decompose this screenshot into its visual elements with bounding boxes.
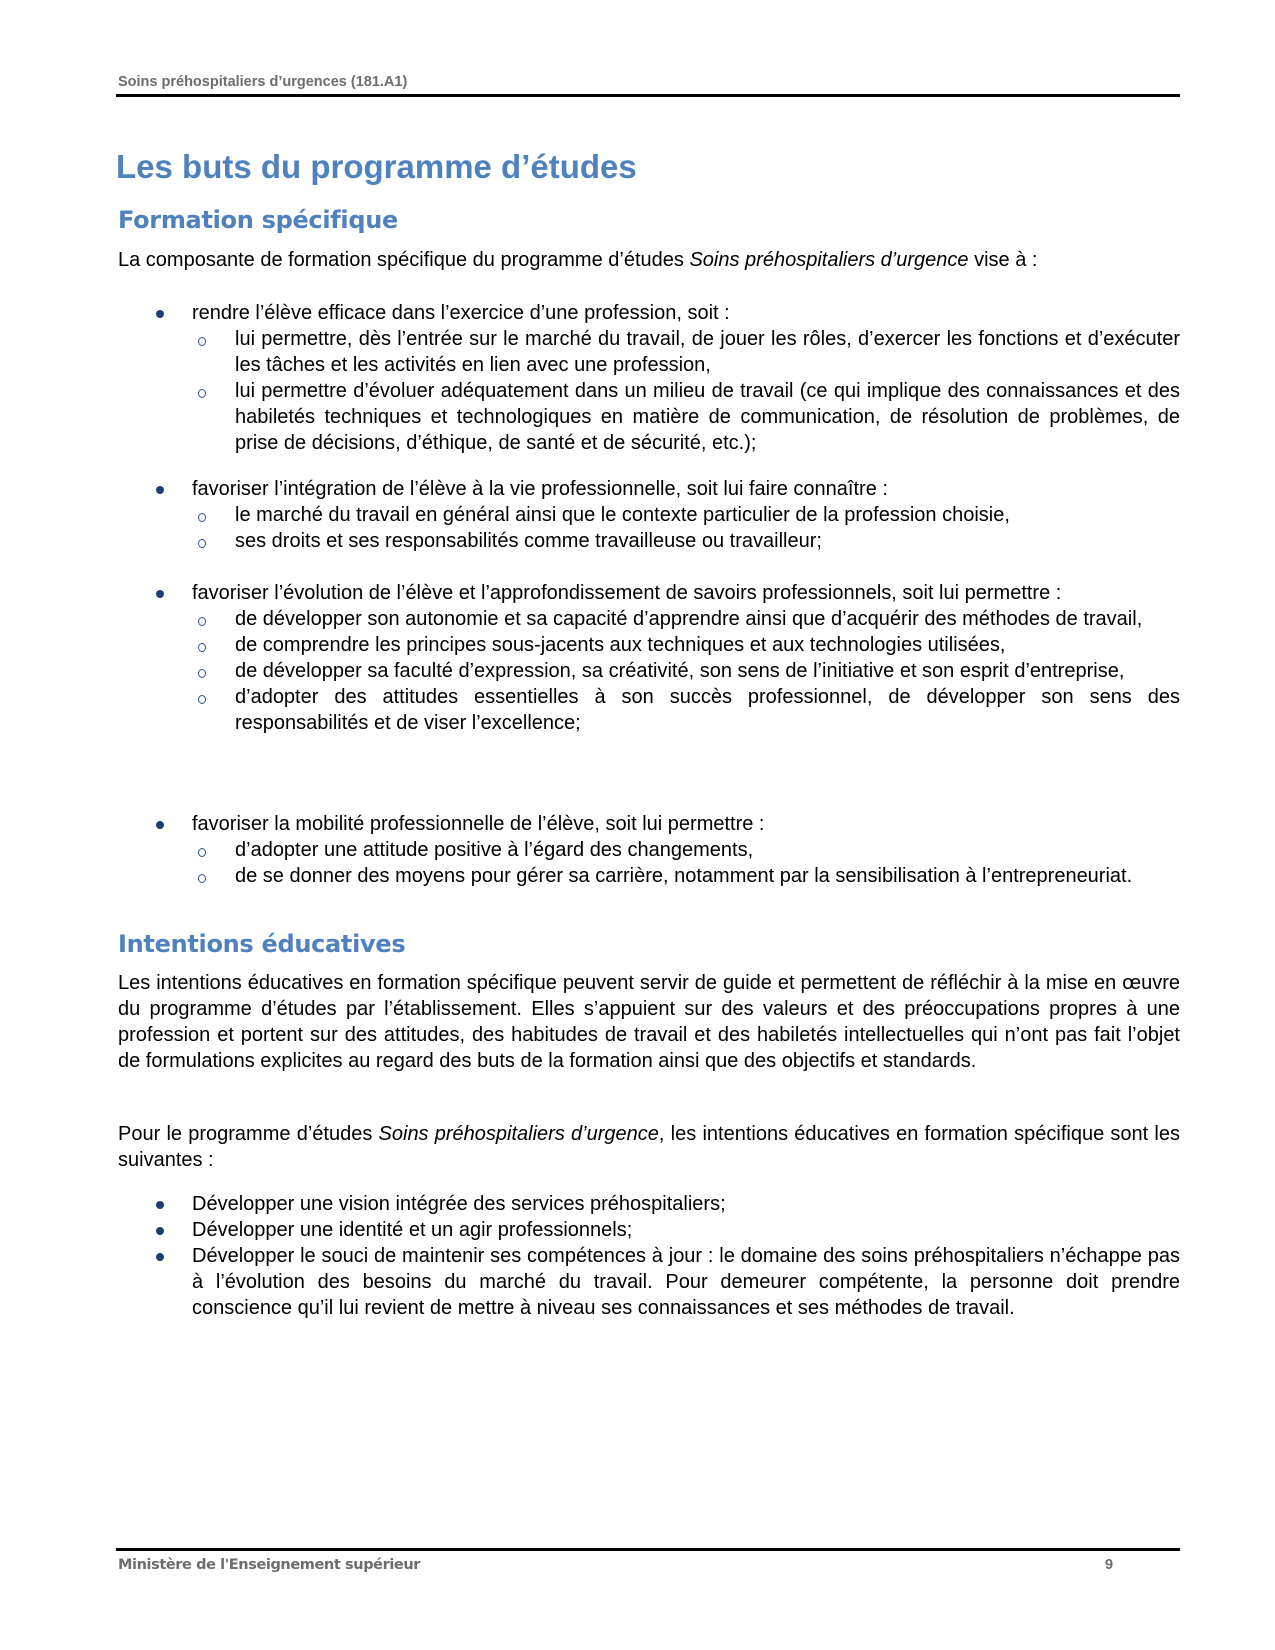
goal-item	[118, 811, 1180, 889]
para-text-end: , les intentions éducatives en formation spécifique sont les suivantes :	[118, 1123, 1180, 1171]
sub-goal-list	[192, 502, 1180, 554]
intention-item	[118, 1217, 1180, 1243]
footer-publisher: Ministère de l'Enseignement supérieur	[118, 1557, 421, 1573]
section-heading-formation: Formation spécifique	[118, 206, 398, 234]
circle-bullet-icon	[198, 539, 206, 548]
bullet-icon	[156, 821, 164, 829]
section-heading-intentions: Intentions éducatives	[118, 930, 406, 958]
circle-bullet-icon	[198, 643, 206, 652]
goal-item	[118, 300, 1180, 456]
circle-bullet-icon	[198, 848, 206, 857]
sub-goal-text: de comprendre les principes sous-jacents aux techniques et aux technologies utilisées,	[235, 634, 1006, 656]
sub-goal-item	[192, 684, 1180, 736]
sub-goal-text: d’adopter une attitude positive à l’égard des changements,	[235, 839, 754, 861]
sub-goal-text: le marché du travail en général ainsi que le contexte particulier de la profession choisie,	[235, 504, 1010, 526]
circle-bullet-icon	[198, 617, 206, 626]
program-name: Soins préhospitaliers d’urgence	[378, 1123, 659, 1145]
program-name: Soins préhospitaliers d’urgence	[689, 249, 969, 271]
sub-goal-text: lui permettre, dès l’entrée sur le marché du travail, de jouer les rôles, d’exercer les fonctions et d’exécuter les tâches et les activités en lien avec une profession,	[235, 328, 1180, 376]
goal-text: rendre l’élève efficace dans l’exercice d’une profession, soit :	[192, 302, 730, 324]
goal-list	[118, 300, 1180, 456]
intention-item	[118, 1191, 1180, 1217]
goal-text: favoriser l’évolution de l’élève et l’approfondissement de savoirs professionnels, soit lui permettre :	[192, 582, 1062, 604]
circle-bullet-icon	[198, 874, 206, 883]
goal-list	[118, 580, 1180, 736]
sub-goal-text: d’adopter des attitudes essentielles à son succès professionnel, de développer son sens des responsabilités et de viser l’excellence;	[235, 686, 1180, 734]
page-title: Les buts du programme d’études	[116, 148, 637, 185]
goal-list	[118, 811, 1180, 889]
goal-text: favoriser l’intégration de l’élève à la vie professionnelle, soit lui faire connaître :	[192, 478, 888, 500]
intro-text-end: vise à :	[968, 249, 1038, 271]
goal-list	[118, 476, 1180, 554]
circle-bullet-icon	[198, 513, 206, 522]
circle-bullet-icon	[198, 389, 206, 398]
sub-goal-item	[192, 863, 1180, 889]
sub-goal-list	[192, 606, 1180, 736]
circle-bullet-icon	[198, 337, 206, 346]
circle-bullet-icon	[198, 669, 206, 678]
bullet-icon	[156, 1201, 164, 1209]
intentions-paragraph: Les intentions éducatives en formation spécifique peuvent servir de guide et permettent de réfléchir à la mise en œuvre du programme d’études par l’établissement. Elles s’appuient sur des valeurs et des préoccupations propres à une profession et portent sur des attitudes, des habitudes de travail et des habiletés intellectuelles qui n’ont pas fait l’objet de formulations explicites au regard des buts de la formation ainsi que des objectifs et standards.	[118, 972, 1180, 1072]
bullet-icon	[156, 1253, 164, 1261]
intentions-list	[118, 1191, 1180, 1321]
sub-goal-list	[192, 326, 1180, 456]
running-header: Soins préhospitaliers d’urgences (181.A1)	[118, 74, 408, 90]
bullet-icon	[156, 310, 164, 318]
goal-item	[118, 476, 1180, 554]
sub-goal-item	[192, 528, 1180, 554]
para-text: Pour le programme d’études	[118, 1123, 379, 1145]
sub-goal-text: de développer son autonomie et sa capacité d’apprendre ainsi que d’acquérir des méthodes de travail,	[235, 608, 1143, 630]
sub-goal-text: de se donner des moyens pour gérer sa carrière, notamment par la sensibilisation à l’entrepreneuriat.	[235, 865, 1133, 887]
sub-goal-item	[192, 502, 1180, 528]
bullet-icon	[156, 590, 164, 598]
sub-goal-text: ses droits et ses responsabilités comme travailleuse ou travailleur;	[235, 530, 822, 552]
intro-text: La composante de formation spécifique du programme d’études	[118, 249, 690, 271]
intentions-program-paragraph	[118, 1121, 1180, 1173]
header-rule	[116, 94, 1180, 97]
formation-intro	[118, 247, 1180, 273]
sub-goal-text: de développer sa faculté d’expression, sa créativité, son sens de l’initiative et son esprit d’entreprise,	[235, 660, 1125, 682]
sub-goal-item	[192, 658, 1180, 684]
sub-goal-text: lui permettre d’évoluer adéquatement dans un milieu de travail (ce qui implique des connaissances et des habiletés techniques et technologiques en matière de communication, de résolution de problèmes, de prise de décisions, d’éthique, de santé et de sécurité, etc.);	[235, 380, 1180, 454]
page-number: 9	[1105, 1557, 1114, 1573]
circle-bullet-icon	[198, 695, 206, 704]
intention-text: Développer une vision intégrée des services préhospitaliers;	[192, 1193, 726, 1215]
sub-goal-item	[192, 837, 1180, 863]
sub-goal-item	[192, 326, 1180, 378]
sub-goal-list	[192, 837, 1180, 889]
intention-text: Développer le souci de maintenir ses compétences à jour : le domaine des soins préhospitaliers n’échappe pas à l’évolution des besoins du marché du travail. Pour demeurer compétente, la personne doit prendre conscience qu’il lui revient de mettre à niveau ses connaissances et ses méthodes de travail.	[192, 1245, 1180, 1319]
goal-item	[118, 580, 1180, 736]
sub-goal-item	[192, 606, 1180, 632]
intention-text: Développer une identité et un agir professionnels;	[192, 1219, 633, 1241]
bullet-icon	[156, 1227, 164, 1235]
bullet-icon	[156, 486, 164, 494]
goal-text: favoriser la mobilité professionnelle de l’élève, soit lui permettre :	[192, 813, 765, 835]
intention-item	[118, 1243, 1180, 1321]
footer-rule	[116, 1548, 1180, 1551]
sub-goal-item	[192, 632, 1180, 658]
sub-goal-item	[192, 378, 1180, 456]
